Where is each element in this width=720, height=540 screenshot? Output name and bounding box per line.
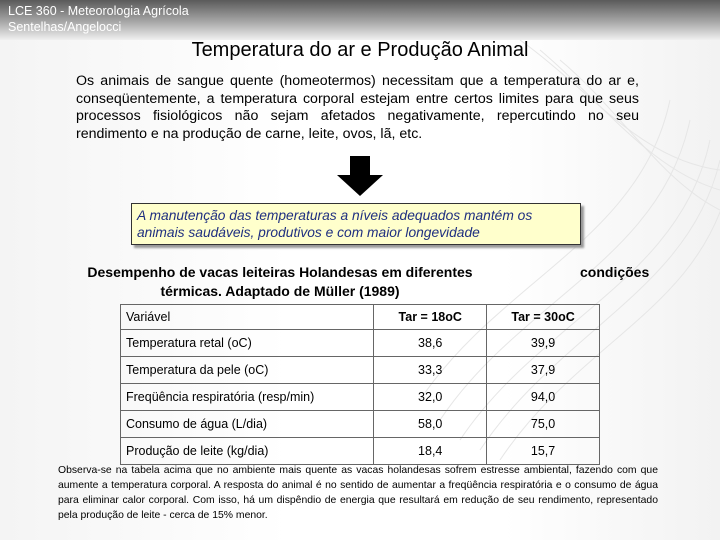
row-value-18: 38,6 [374,330,487,357]
row-value-30: 15,7 [487,438,600,465]
data-table [120,304,600,465]
row-value-30: 39,9 [487,330,600,357]
row-variable: Consumo de água (L/dia) [121,411,374,438]
table-row [121,384,600,411]
down-arrow-icon [337,156,383,196]
row-variable: Temperatura retal (oC) [121,330,374,357]
table-caption: Desempenho de vacas leiteiras Holandesas em diferentes térmicas. Adaptado de Müller (1989) [87,264,473,299]
table-row [121,411,600,438]
row-value-18: 58,0 [374,411,487,438]
highlight-box: A manutenção das temperaturas a níveis adequados mantém os animais saudáveis, produtivos e com maior longevidade [131,203,581,245]
course-authors: Sentelhas/Angelocci [8,20,122,34]
row-variable: Freqüência respiratória (resp/min) [121,384,374,411]
footnote-paragraph: Observa-se na tabela acima que no ambiente mais quente as vacas holandesas sofrem estresse ambiental, fazendo com que aumente a temperatura corporal. A resposta do animal é no sentido de aumentar a freqüência respiratória e o consumo de água para eliminar calor corporal. Com isso, há um dispêndio de energia que resultará em redução de seu rendimento, representado pela produção de leite - cerca de 15% menor. [58,465,658,521]
header-variable: Variável [121,305,374,330]
intro-paragraph: Os animais de sangue quente (homeotermos) necessitam que a temperatura do ar e, conseqüentemente, a temperatura corporal estejam entre certos limites para que seus processos fisiológicos não sejam afetados negativamente, repercutindo no seu rendimento e na produção de carne, leite, ovos, lã, etc. [76,73,639,142]
row-variable: Produção de leite (kg/dia) [121,438,374,465]
row-variable: Temperatura da pele (oC) [121,357,374,384]
row-value-18: 18,4 [374,438,487,465]
table-row [121,438,600,465]
header-tar-30: Tar = 30oC [487,305,600,330]
row-value-30: 37,9 [487,357,600,384]
row-value-18: 33,3 [374,357,487,384]
row-value-18: 32,0 [374,384,487,411]
course-header [8,3,189,35]
header-tar-18: Tar = 18oC [374,305,487,330]
table-row [121,357,600,384]
course-title: LCE 360 - Meteorologia Agrícola [8,4,189,18]
row-value-30: 75,0 [487,411,600,438]
row-value-30: 94,0 [487,384,600,411]
table-row [121,330,600,357]
table-caption-continuation: condições [580,264,650,280]
table-header-row [121,305,600,330]
slide-title: Temperatura do ar e Produção Animal [191,39,529,61]
